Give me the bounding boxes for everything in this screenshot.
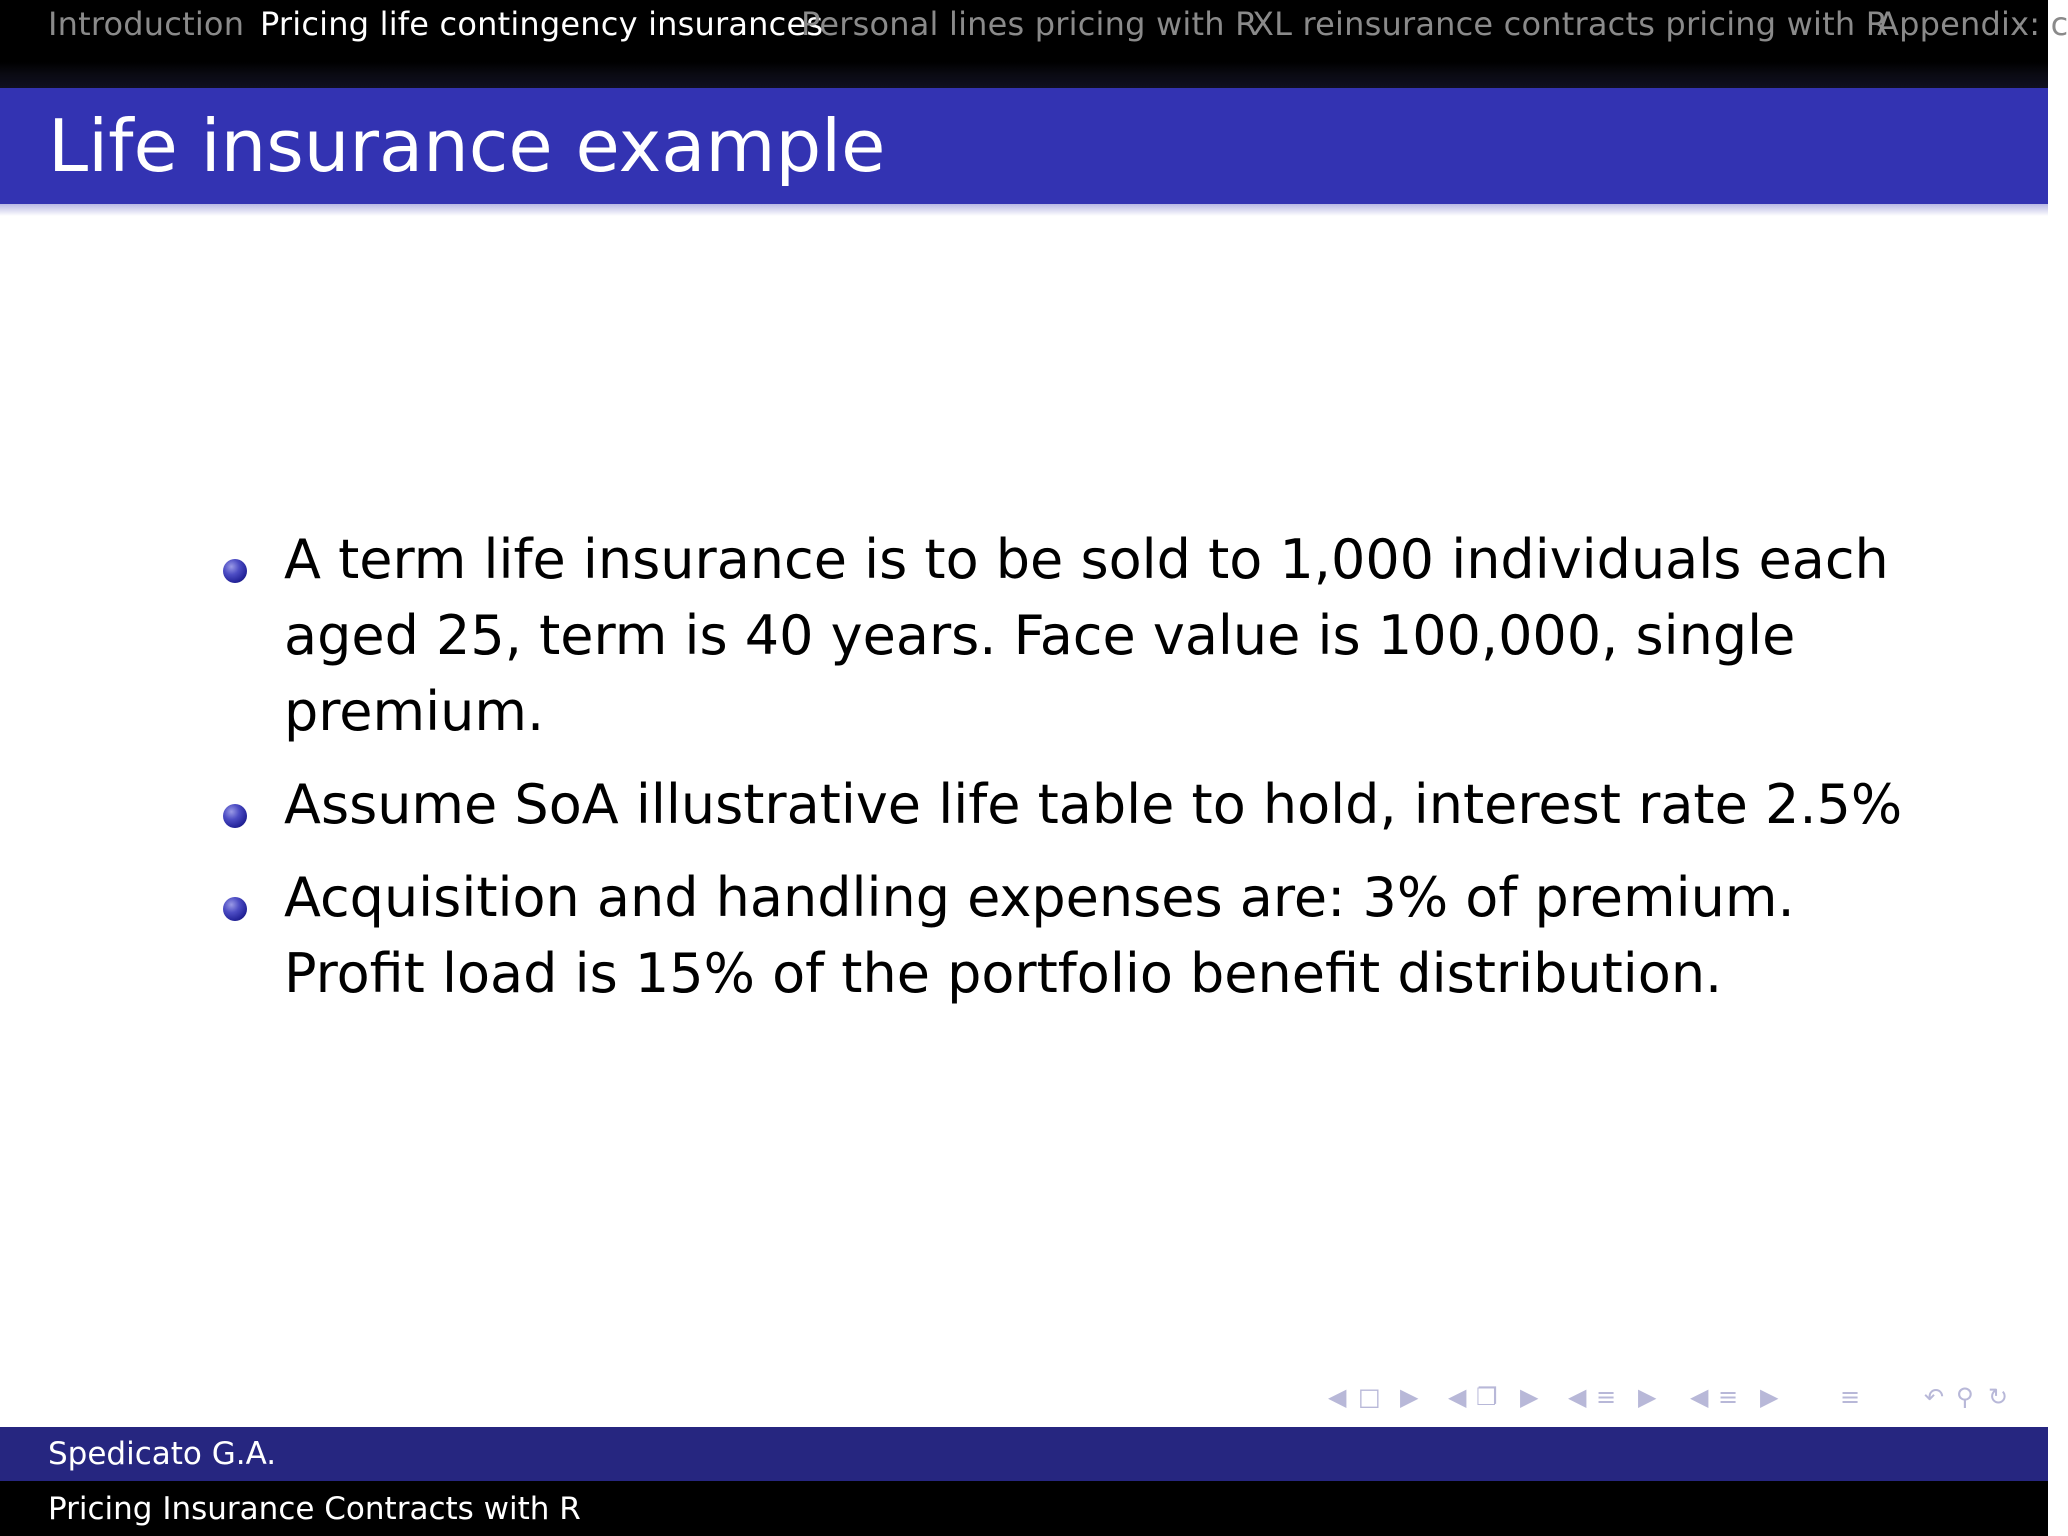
frame-title: Life insurance example: [48, 104, 886, 188]
arrow-right-icon[interactable]: ▶: [1400, 1383, 1419, 1411]
nav-section-introduction[interactable]: Introduction: [48, 5, 245, 43]
bullet-text: Acquisition and handling expenses are: 3% of premium. Profit load is 15% of the portfolio benefit distribution.: [284, 866, 1795, 1005]
footer-title-bar: [0, 1481, 2048, 1536]
search-icon[interactable]: ⚲: [1956, 1383, 1974, 1411]
bullet-item: [220, 522, 1910, 750]
bullet-ball-icon: [223, 804, 247, 828]
arrow-left-icon[interactable]: ◀: [1568, 1383, 1587, 1411]
arrow-left-icon[interactable]: ◀: [1448, 1383, 1467, 1411]
nav-section-xl-reinsurance[interactable]: XL reinsurance contracts pricing with R: [1252, 5, 1889, 43]
slide-content: [220, 522, 1910, 1029]
arrow-left-icon[interactable]: ◀: [1690, 1383, 1709, 1411]
forward-icon[interactable]: ↻: [1988, 1383, 2009, 1411]
nav-section-pricing-life-contingency[interactable]: Pricing life contingency insurances: [260, 5, 824, 43]
section-navigation-bar: [0, 0, 2068, 88]
nav-section-appendix[interactable]: Appendix: c: [1877, 5, 2068, 43]
frame-icon[interactable]: □: [1358, 1383, 1381, 1411]
document-icon[interactable]: ≡: [1840, 1383, 1861, 1411]
footer-author-bar: [0, 1427, 2048, 1481]
bullet-list: [220, 522, 1910, 1012]
arrow-right-icon[interactable]: ▶: [1638, 1383, 1657, 1411]
subsection-icon[interactable]: ❐: [1476, 1383, 1498, 1411]
footer-presentation-title: Pricing Insurance Contracts with R: [48, 1491, 581, 1527]
arrow-right-icon[interactable]: ▶: [1520, 1383, 1539, 1411]
back-icon[interactable]: ↶: [1924, 1383, 1945, 1411]
bullet-text: A term life insurance is to be sold to 1,000 individuals each aged 25, term is 40 years. Face value is 100,000, single premium.: [284, 528, 1889, 743]
section-icon[interactable]: ≡: [1596, 1383, 1617, 1411]
frame-title-bar: [0, 88, 2048, 204]
nav-section-personal-lines[interactable]: Personal lines pricing with R: [801, 5, 1258, 43]
toc-icon[interactable]: ≡: [1718, 1383, 1739, 1411]
bullet-item: [220, 860, 1910, 1012]
footer-author: Spedicato G.A.: [48, 1436, 277, 1472]
bullet-ball-icon: [223, 559, 247, 583]
bullet-text: Assume SoA illustrative life table to hold, interest rate 2.5%: [284, 773, 1903, 836]
arrow-left-icon[interactable]: ◀: [1328, 1383, 1347, 1411]
bullet-ball-icon: [223, 897, 247, 921]
arrow-right-icon[interactable]: ▶: [1760, 1383, 1779, 1411]
bullet-item: [220, 767, 1910, 843]
beamer-navigation-symbols: [1320, 1382, 2040, 1412]
